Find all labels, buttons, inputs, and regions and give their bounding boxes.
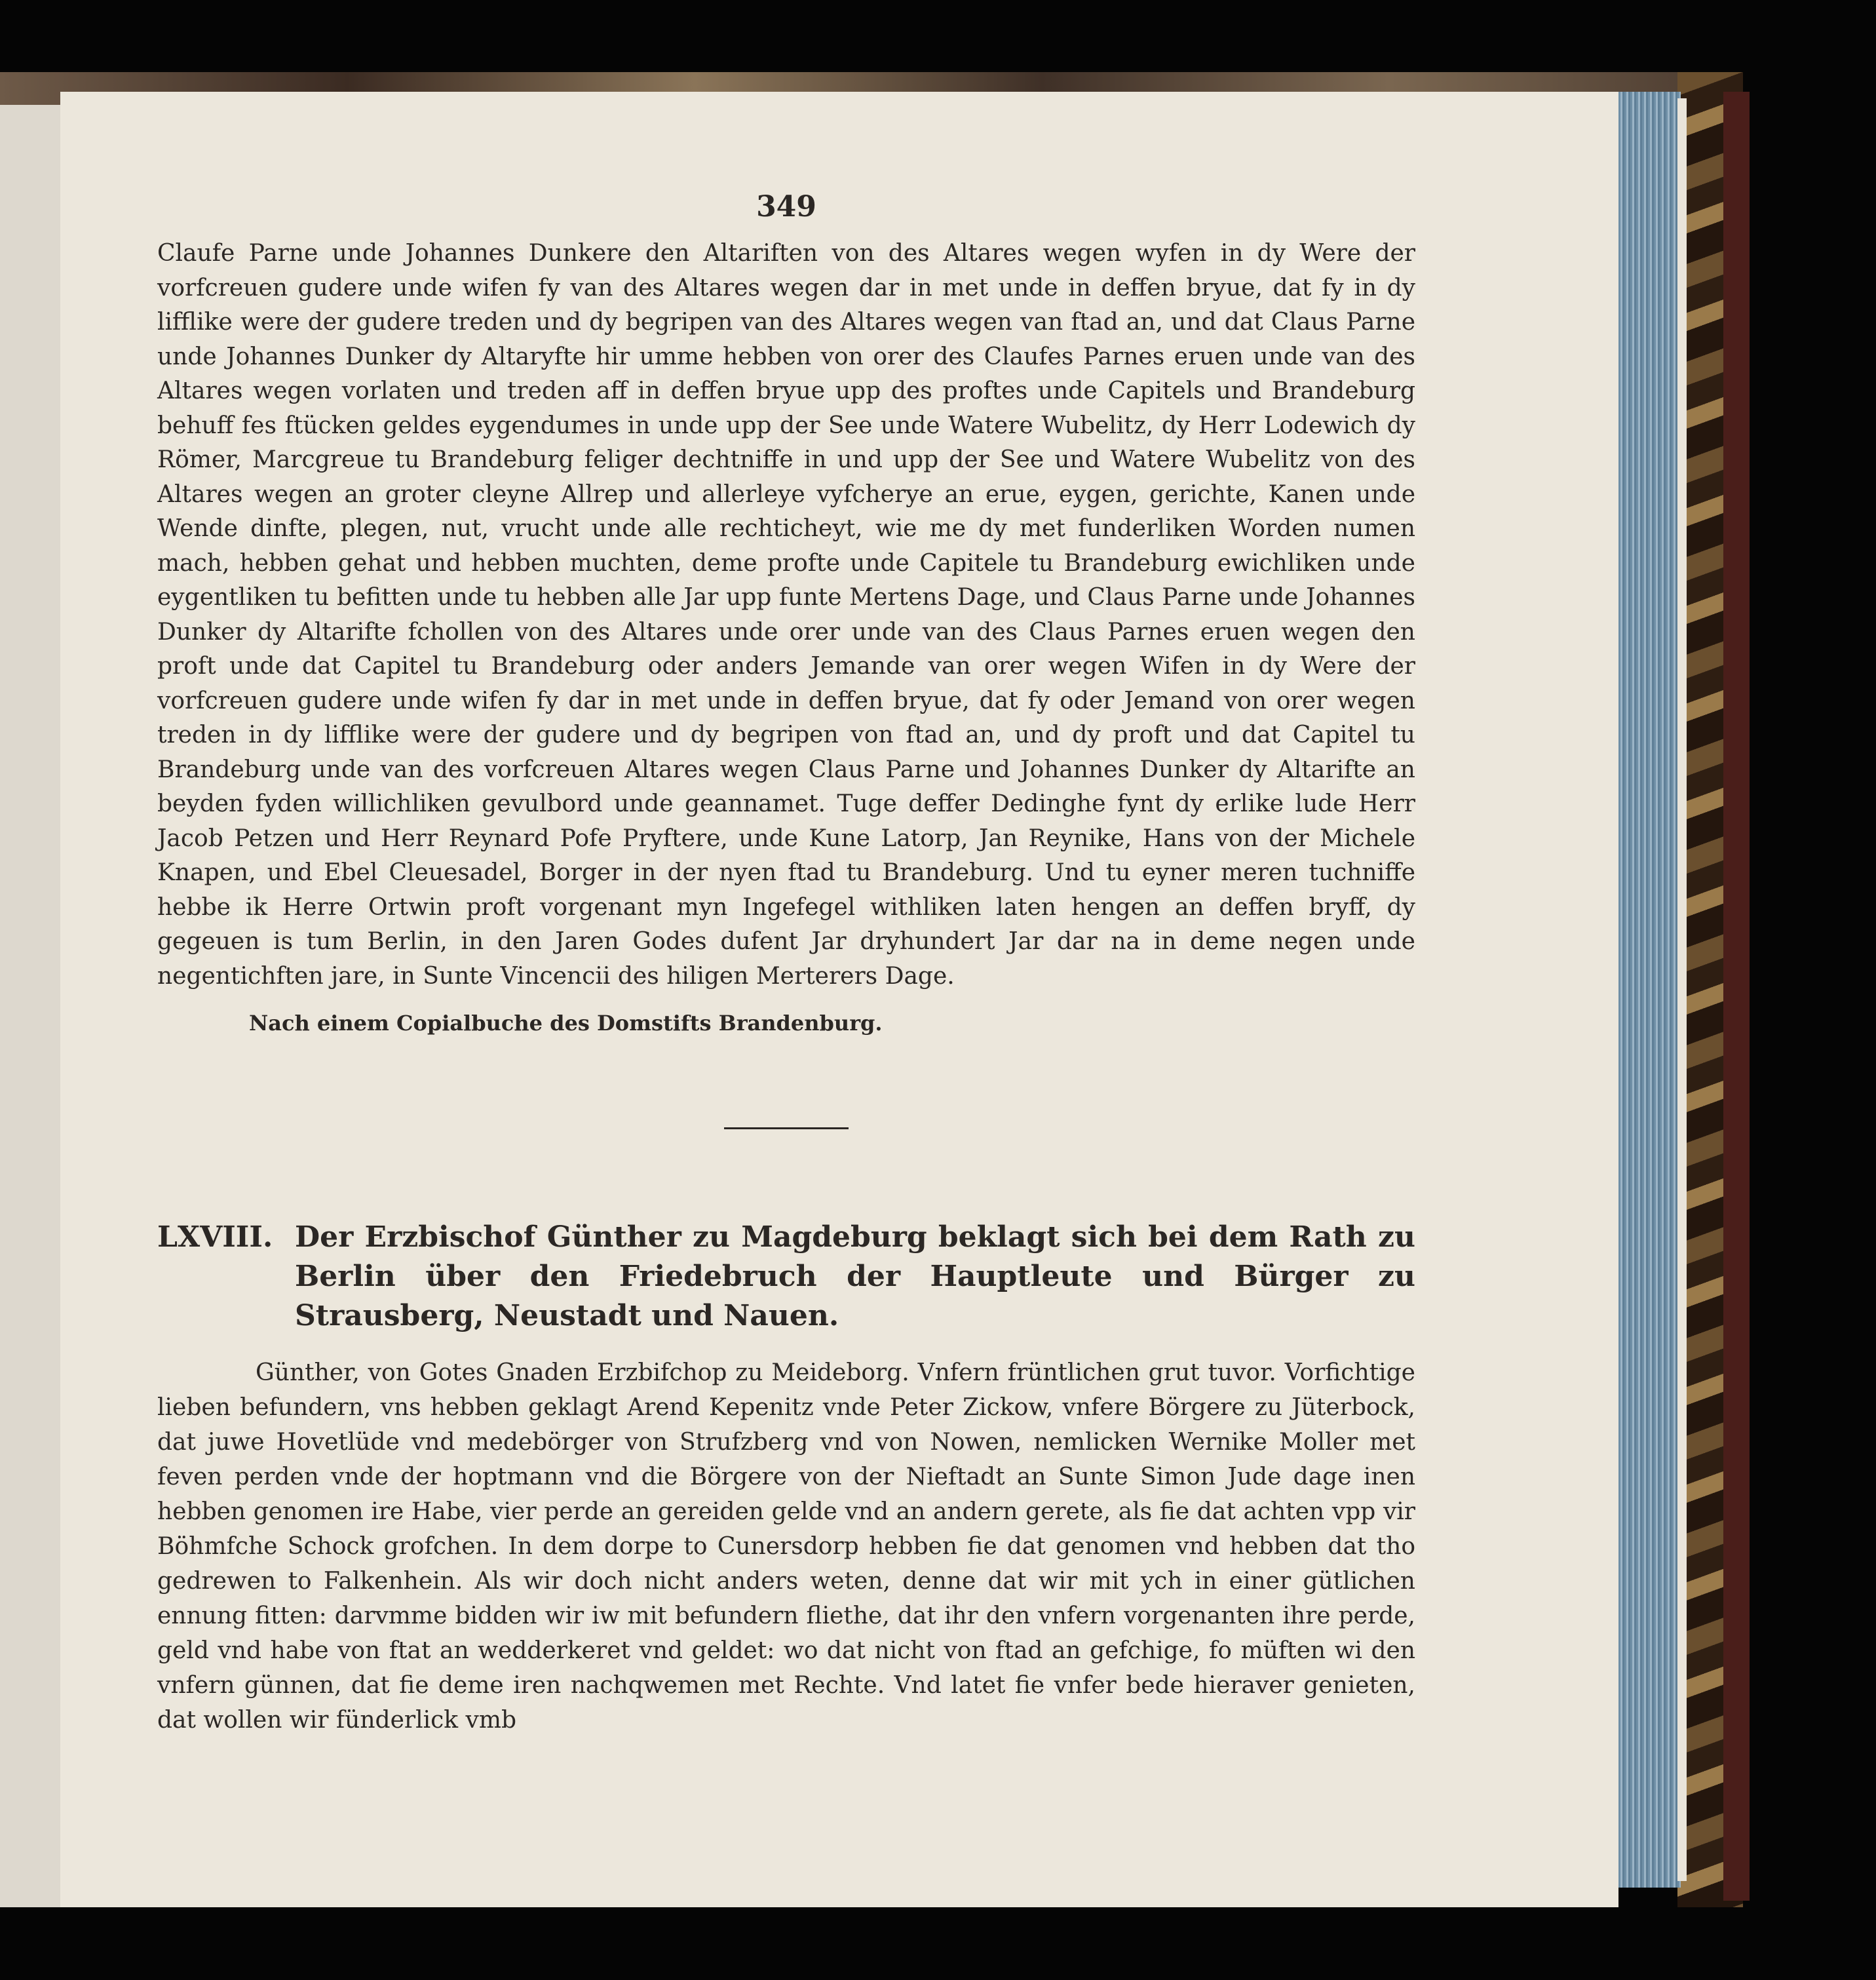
page-edge-highlight xyxy=(1677,98,1687,1881)
section-heading xyxy=(157,1218,1415,1336)
page-number: 349 xyxy=(756,190,816,223)
book-spine xyxy=(1723,92,1750,1901)
section-number: LXVIII. xyxy=(157,1220,273,1254)
section-title: Der Erzbischof Günther zu Magdeburg beklagt sich bei dem Rath zu Berlin über den Friedebruch der Hauptleute und Bürger zu Strausberg, Neustadt und Nauen. xyxy=(295,1220,1415,1332)
left-page-edge xyxy=(0,105,62,1907)
page-stack-edge xyxy=(1618,92,1681,1888)
section-divider xyxy=(724,1127,849,1129)
page-content xyxy=(157,98,1415,1737)
letter-text: Günther, von Gotes Gnaden Erzbifchop zu Meideborg. Vnfern früntlichen grut tuvor. Vorfichtige lieben befundern, vns hebben geklagt Arend Kepenitz vnde Peter Zickow, vnfere Börgere zu Jüterbock, dat juwe Hovetlüde vnd medebörger von Strufzberg vnd von Nowen, nemlicken Wernike Moller met feven perden vnde der hoptmann vnd die Börgere von der Nieftadt an Sunte Simon Jude dage inen hebben genomen ire Habe, vier perde an gereiden gelde vnd an andern gerete, als fie dat achten vpp vir Böhmfche Schock grofchen. In dem dorpe to Cunersdorp hebben fie dat genomen vnd hebben dat tho gedrewen to Falkenhein. Als wir doch nicht anders weten, denne dat wir mit ych in einer gütlichen ennung fitten: darvmme bidden wir iw mit befundern fliethe, dat ihr den vnfern vorgenanten ihre perde, geld vnd habe von ftat an wedderkeret vnd geldet: wo dat nicht von ftad an gefchige, fo müften wi den vnfern günnen, dat fie deme iren nachqwemen met Rechte. Vnd latet fie vnfer bede hieraver genieten, dat wollen wir fünderlick vmb xyxy=(157,1359,1415,1734)
source-note: Nach einem Copialbuche des Domstifts Brandenburg. xyxy=(249,1011,883,1036)
charter-text: Claufe Parne unde Johannes Dunkere den Altariften von des Altares wegen wyfen in dy Were der vorfcreuen gudere unde wifen fy van des Altares wegen dar in met unde in deffen bryue, dat fy in dy lifflike were der gudere treden und dy begripen van des Altares wegen van ftad an, und dat Claus Parne unde Johannes Dunker dy Altaryfte hir umme hebben von orer des Claufes Parnes eruen unde van des Altares wegen vorlaten und treden aff in deffen bryue upp des proftes unde Capitels und Brandeburg behuff fes ftücken geldes eygendumes in unde upp der See unde Watere Wubelitz, dy Herr Lodewich dy Römer, Marcgreue tu Brandeburg feliger dechtniffe in und upp der See und Watere Wubelitz von des Altares wegen an groter cleyne Allrep und allerleye vyfcherye an erue, eygen, gerichte, Kanen unde Wende dinfte, plegen, nut, vrucht unde alle rechticheyt, wie me dy met funderliken Worden numen mach, hebben gehat und hebben muchten, deme profte unde Capitele tu Brandeburg ewichliken unde eygentliken tu befitten unde tu hebben alle Jar upp funte Mertens Dage, und Claus Parne unde Johannes Dunker dy Altarifte fchollen von des Altares unde orer unde van des Claus Parnes eruen wegen den proft unde dat Capitel tu Brandeburg oder anders Jemande van orer wegen Wifen in dy Were der vorfcreuen gudere unde wifen fy dar in met unde in deffen bryue, dat fy oder Jemand von orer wegen treden in dy lifflike were der gudere und dy begripen von ftad an, und dy proft und dat Capitel tu Brandeburg unde van des vorfcreuen Altares wegen Claus Parne und Johannes Dunker dy Altarifte an beyden fyden willichliken gevulbord unde geannamet. Tuge deffer Dedinghe fynt dy erlike lude Herr Jacob Petzen und Herr Reynard Pofe Pryftere, unde Kune Latorp, Jan Reynike, Hans von der Michele Knapen, und Ebel Cleuesadel, Borger in der nyen ftad tu Brandeburg. Und tu eyner meren tuchniffe hebbe ik Herre Ortwin proft vorgenant myn Ingefegel withliken laten hengen an deffen bryff, dy gegeuen is tum Berlin, in den Jaren Godes dufent Jar dryhundert Jar dar na in deme negen unde negentichften jare, in Sunte Vincencii des hiligen Merterers Dage. xyxy=(157,240,1415,990)
